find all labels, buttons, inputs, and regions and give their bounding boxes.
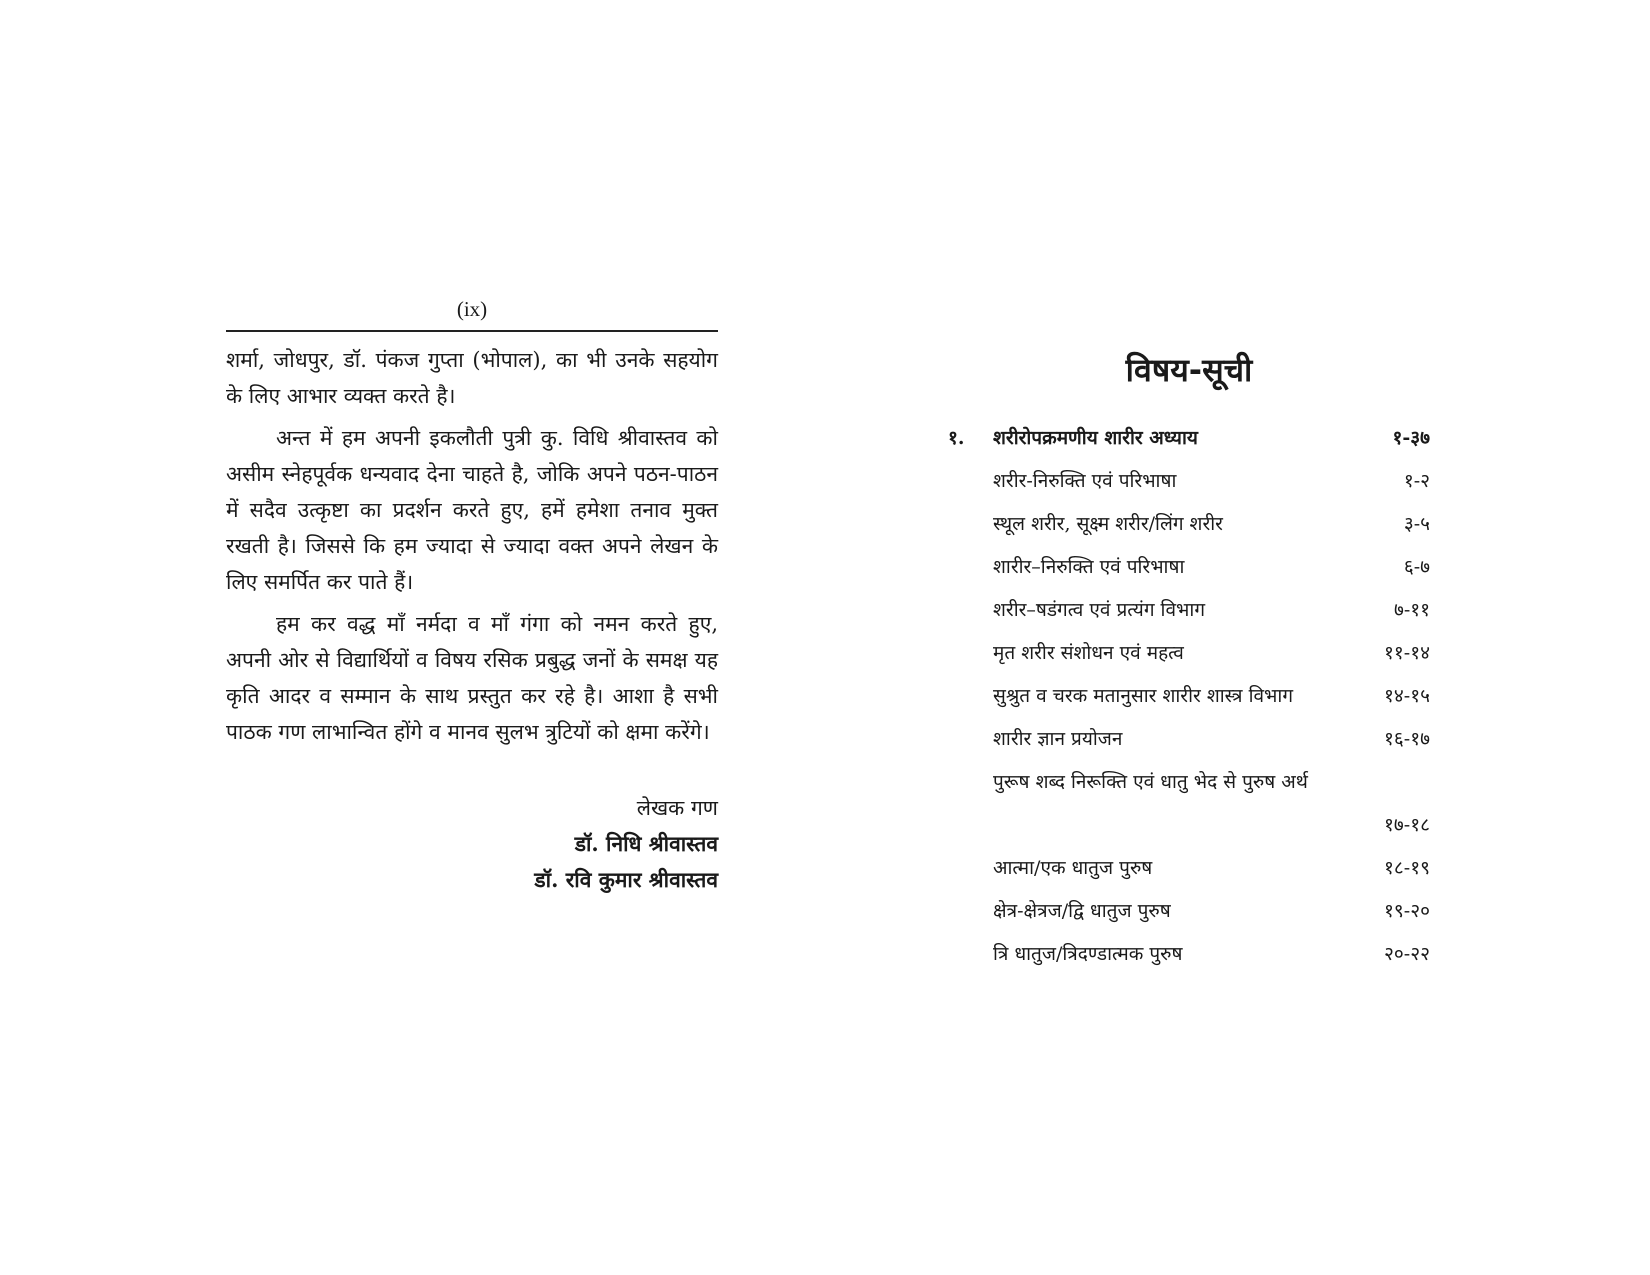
toc-entry-pages: १-३७: [1392, 427, 1430, 449]
toc-entry: [948, 632, 1430, 675]
toc-entry-pages: १८-१९: [1384, 857, 1430, 879]
left-page: [226, 296, 718, 898]
author-name: डॉ. रवि कुमार श्रीवास्तव: [534, 867, 718, 892]
toc-entry-pages: ६-७: [1403, 556, 1430, 578]
toc-entry-label: शारीर–निरुक्ति एवं परिभाषा: [993, 556, 1185, 578]
toc-entry-pages: १९-२०: [1384, 900, 1430, 922]
right-page: [948, 345, 1430, 976]
paragraph-acknowledgement: शर्मा, जोधपुर, डॉ. पंकज गुप्ता (भोपाल), का भी उनके सहयोग के लिए आभार व्यक्त करते है।: [226, 348, 718, 408]
toc-entry-label: शरीर-निरुक्ति एवं परिभाषा: [993, 470, 1177, 492]
toc-entry-chapter: [948, 417, 1430, 460]
toc-entry-label: शरीर–षडंगत्व एवं प्रत्यंग विभाग: [993, 599, 1206, 621]
toc-entry-label: क्षेत्र-क्षेत्रज/द्वि धातुज पुरुष: [993, 900, 1171, 922]
toc-entry: [948, 675, 1430, 718]
toc-entry: [948, 761, 1430, 804]
paragraph-daughter-thanks: अन्त में हम अपनी इकलौती पुत्री कु. विधि श्रीवास्तव को असीम स्नेहपूर्वक धन्यवाद देना चाहते है, जोकि अपने पठन-पाठन में सदैव उत्कृष्टा का प्रदर्शन करते हुए, हमें हमेशा तनाव मुक्त रखती है। जिससे कि हम ज्यादा से ज्यादा वक्त अपने लेखन के लिए समर्पित कर पाते हैं।: [226, 426, 718, 594]
toc-entry: [948, 589, 1430, 632]
signature-block: [226, 790, 718, 898]
paragraph-dedication: हम कर वद्ध माँ नर्मदा व माँ गंगा को नमन करते हुए, अपनी ओर से विद्यार्थियों व विषय रसिक प्रबुद्ध जनों के समक्ष यह कृति आदर व सम्मान के साथ प्रस्तुत कर रहे है। आशा है सभी पाठक गण लाभान्वित होंगे व मानव सुलभ त्रुटियों को क्षमा करेंगे।: [226, 612, 718, 744]
toc-entry-pages: १६-१७: [1384, 728, 1430, 750]
toc-entry-pages: २०-२२: [1384, 943, 1430, 965]
toc-entry-label: सुश्रुत व चरक मतानुसार शारीर शास्त्र विभाग: [993, 685, 1294, 707]
toc-list: [948, 417, 1430, 976]
toc-entry-label: शारीर ज्ञान प्रयोजन: [993, 728, 1123, 750]
toc-entry-label: त्रि धातुज/त्रिदण्डात्मक पुरुष: [993, 943, 1183, 965]
toc-entry: [948, 460, 1430, 503]
author-name: डॉ. निधि श्रीवास्तव: [574, 831, 718, 856]
toc-entry-pages: १-२: [1403, 470, 1430, 492]
toc-entry-pages: ३-५: [1403, 513, 1430, 535]
toc-entry-pages: १७-१८: [1384, 814, 1430, 836]
signature-label: लेखक गण: [636, 796, 718, 820]
toc-entry: [948, 933, 1430, 976]
toc-entry-pages: १४-१५: [1384, 685, 1430, 707]
toc-entry: [948, 546, 1430, 589]
toc-entry-label: शरीरोपक्रमणीय शारीर अध्याय: [993, 427, 1198, 449]
toc-entry-pages: ११-१४: [1384, 642, 1430, 664]
toc-title: विषय-सूची: [1125, 351, 1253, 389]
toc-entry: [948, 847, 1430, 890]
toc-entry-label: पुरूष शब्द निरूक्ति एवं धातु भेद से पुरुष अर्थ: [993, 771, 1308, 793]
toc-entry: [948, 503, 1430, 546]
toc-entry-label: स्थूल शरीर, सूक्ष्म शरीर/लिंग शरीर: [993, 513, 1223, 535]
toc-entry-continuation: [948, 804, 1430, 847]
toc-entry: [948, 718, 1430, 761]
toc-entry: [948, 890, 1430, 933]
toc-entry-number: १.: [948, 427, 965, 449]
toc-entry-label: मृत शरीर संशोधन एवं महत्व: [993, 642, 1184, 664]
page-folio: (ix): [226, 296, 718, 332]
toc-entry-label: आत्मा/एक धातुज पुरुष: [993, 857, 1153, 879]
toc-entry-pages: ७-११: [1393, 599, 1430, 621]
